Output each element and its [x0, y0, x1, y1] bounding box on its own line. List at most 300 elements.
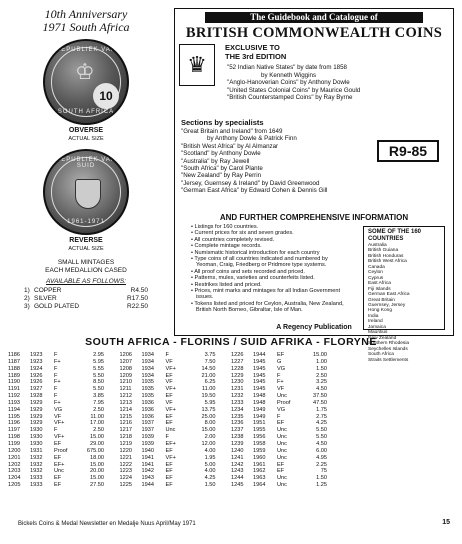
- table-row-group: [343, 448, 455, 455]
- year-cell: 1936: [141, 399, 154, 406]
- grade-cell: G: [277, 358, 282, 365]
- table-row-group: [120, 482, 232, 489]
- table-row-group: [231, 462, 343, 469]
- price-index: 2): [24, 295, 30, 302]
- grade-cell: EF: [165, 468, 173, 475]
- coat-of-arms-icon: [75, 179, 101, 209]
- table-row-group: [343, 475, 455, 482]
- medallion-advert: [10, 8, 162, 326]
- table-row-group: [120, 468, 232, 475]
- reverse-label: REVERSE: [69, 237, 103, 244]
- price-cell: 5.95: [204, 399, 216, 406]
- table-row-group: [231, 420, 343, 427]
- grade-cell: VF+: [165, 406, 176, 413]
- catalogue-number-cell: [343, 407, 365, 414]
- price-cell: 2.95: [93, 352, 104, 358]
- table-row-group: [343, 441, 455, 448]
- year-cell: [365, 441, 389, 448]
- feature-item: • Complete mintage records.: [191, 243, 262, 250]
- catalogue-number-cell: [343, 482, 365, 489]
- table-row-group: [231, 386, 343, 393]
- year-cell: 1930: [30, 427, 43, 434]
- table-row-group: [343, 359, 455, 366]
- country-item: Seychelles Islands: [368, 346, 408, 352]
- exclusive-item: "Anglo-Hanoverian Coins" by Anthony Dowle: [227, 79, 350, 86]
- grade-cell: EF: [54, 482, 62, 489]
- table-row-group: [8, 373, 120, 380]
- grade-cell: EF: [54, 475, 62, 482]
- table-row-group: [8, 475, 120, 482]
- country-item: Great Britain: [368, 297, 395, 303]
- price-row: [10, 295, 162, 303]
- country-item: Straits Settlements: [368, 357, 409, 363]
- feature-item: • Numismatic historical introduction for each country: [191, 249, 320, 256]
- catalogue-number-cell: [343, 434, 365, 441]
- year-cell: 1939: [141, 434, 154, 441]
- table-row-group: [231, 448, 343, 455]
- table-row: [8, 468, 454, 475]
- country-item: Hong Kong: [368, 308, 393, 314]
- year-cell: 1934: [141, 372, 154, 379]
- grade-cell: Unc: [277, 482, 287, 489]
- mintage-line2: EACH MEDALLION CASED: [45, 267, 127, 274]
- year-cell: 1939: [141, 440, 154, 447]
- grade-cell: VF+: [54, 420, 65, 427]
- grade-cell: EF+: [54, 461, 65, 468]
- grade-cell: Proof: [54, 447, 68, 454]
- exclusive-item: "United States Colonial Coins" by Maurice Gould: [227, 86, 361, 94]
- table-row-group: [343, 400, 455, 407]
- year-cell: 1944: [253, 352, 266, 358]
- price-cell: [415, 420, 443, 427]
- catalogue-number-cell: 1214: [119, 406, 132, 413]
- country-item: East Africa: [368, 281, 391, 287]
- exclusive-section: [175, 42, 453, 118]
- price-cell: [415, 468, 443, 475]
- catalogue-number-cell: 1237: [231, 427, 244, 434]
- available-heading: AVAILABLE AS FOLLOWS:: [46, 278, 126, 285]
- table-row-group: [120, 352, 232, 359]
- grade-cell: Unc: [277, 454, 287, 461]
- price-cell: 75: [320, 468, 327, 475]
- grade-cell: EF: [54, 440, 62, 447]
- year-cell: 1937: [141, 427, 154, 434]
- price-cell: [415, 379, 443, 386]
- catalogue-number-cell: 1217: [119, 427, 132, 434]
- price-cell: 2.75: [316, 413, 327, 420]
- obverse-legend-top: REPUBLIEK VAN: [55, 47, 117, 53]
- table-row: [8, 373, 454, 380]
- catalogue-number-cell: 1231: [231, 386, 244, 393]
- table-row-group: [231, 373, 343, 380]
- year-cell: [365, 427, 389, 434]
- year-cell: [365, 386, 389, 393]
- price-cell: 1.50: [204, 482, 216, 489]
- price-cell: 2.25: [316, 461, 327, 468]
- table-row-group: [8, 482, 120, 489]
- grade-cell: F: [277, 413, 281, 420]
- table-row: [8, 455, 454, 462]
- grade-cell: F: [54, 393, 58, 400]
- catalogue-number-cell: 1191: [8, 386, 21, 393]
- guidebook-title: BRITISH COMMONWEALTH COINS: [185, 25, 443, 41]
- grade-cell: [389, 475, 415, 482]
- feature-item: • Listings for 160 countries.: [191, 224, 259, 230]
- country-item: British Guiana: [368, 248, 399, 254]
- country-item: Cyprus: [368, 275, 384, 281]
- price-cell: [415, 475, 443, 482]
- catalogue-number-cell: 1229: [231, 372, 244, 379]
- grade-cell: EF: [54, 454, 62, 461]
- price-cell: 11.00: [201, 386, 216, 393]
- table-row: [8, 441, 454, 448]
- year-cell: 1923: [30, 352, 43, 358]
- grade-cell: F: [277, 372, 281, 379]
- table-row-group: [8, 448, 120, 455]
- grade-cell: Unc: [277, 440, 287, 447]
- year-cell: 1943: [141, 475, 154, 482]
- feature-item: • Type coins of all countries indicated and numbered by Yeoman, Craig, Friedberg or Pridmore type systems.: [191, 256, 328, 269]
- grade-cell: EF: [165, 447, 173, 454]
- price-cell: 25.00: [201, 413, 216, 420]
- grade-cell: F+: [54, 399, 61, 406]
- catalogue-number-cell: [343, 373, 365, 380]
- year-cell: 1926: [30, 372, 43, 379]
- price-cell: 4.50: [316, 386, 327, 393]
- price-cell: [415, 462, 443, 469]
- catalogue-number-cell: [343, 420, 365, 427]
- price-cell: 15.00: [90, 461, 104, 468]
- grade-cell: EF: [165, 482, 173, 489]
- year-cell: 1959: [253, 447, 266, 454]
- year-cell: 1935: [141, 393, 154, 400]
- catalogue-number-cell: 1202: [8, 461, 21, 468]
- price-cell: 27.50: [90, 482, 104, 489]
- table-row-group: [8, 434, 120, 441]
- grade-cell: F: [54, 352, 58, 358]
- price-cell: [415, 373, 443, 380]
- price-cell: 2.50: [316, 372, 327, 379]
- table-row-group: [8, 352, 120, 359]
- price-cell: 3.85: [93, 393, 104, 400]
- countries-box: [363, 226, 445, 363]
- year-cell: 1945: [253, 386, 266, 393]
- price-cell: 4.25: [204, 475, 216, 482]
- price-cell: 5.50: [93, 372, 104, 379]
- table-row-group: [120, 393, 232, 400]
- table-row-group: [8, 468, 120, 475]
- specialist-item: "New Zealand" by Ray Perrin: [181, 172, 262, 180]
- catalogue-number-cell: 1228: [231, 365, 244, 372]
- price-cell: 2.50: [93, 406, 104, 413]
- table-row-group: [231, 482, 343, 489]
- publisher-credit: A Regency Publication: [276, 324, 352, 331]
- price-cell: [415, 455, 443, 462]
- country-item: Southern Rhodesia: [368, 341, 410, 347]
- table-row-group: [120, 359, 232, 366]
- catalogue-number-cell: 1205: [8, 482, 21, 489]
- year-cell: 1951: [253, 420, 266, 427]
- price-cell: 29.00: [90, 440, 104, 447]
- table-row-group: [343, 482, 455, 489]
- grade-cell: VF+: [54, 434, 65, 441]
- year-cell: 1944: [141, 482, 154, 489]
- table-row-group: [231, 366, 343, 373]
- crown-icon: ♛: [179, 44, 215, 86]
- year-cell: 1931: [30, 447, 43, 454]
- catalogue-number-cell: 1242: [231, 461, 244, 468]
- price-cell: 1.00: [316, 358, 327, 365]
- specialist-item: "Great Britain and Ireland" from 1649: [181, 128, 283, 135]
- table-row-group: [343, 386, 455, 393]
- grade-cell: EF: [165, 475, 173, 482]
- page-number: 15: [442, 519, 450, 526]
- price-metal: COPPER: [34, 287, 62, 294]
- further-heading: AND FURTHER COMPREHENSIVE INFORMATION: [219, 213, 409, 222]
- catalogue-number-cell: 1234: [231, 406, 244, 413]
- florins-price-table: [8, 352, 454, 489]
- year-cell: [365, 434, 389, 441]
- country-item: British Honduras: [368, 253, 404, 259]
- year-cell: 1949: [253, 413, 266, 420]
- year-cell: 1956: [253, 434, 266, 441]
- year-cell: 1948: [253, 393, 266, 400]
- grade-cell: [389, 414, 415, 421]
- year-cell: [365, 448, 389, 455]
- grade-cell: EF: [165, 461, 173, 468]
- year-cell: 1927: [30, 386, 43, 393]
- country-item: New Zealand: [368, 335, 397, 341]
- grade-cell: VF+: [165, 386, 176, 393]
- table-row: [8, 420, 454, 427]
- year-cell: 1923: [30, 358, 43, 365]
- price-value: R4.50: [130, 287, 148, 294]
- country-item: German East Africa: [368, 292, 410, 298]
- obverse-label: OBVERSE: [68, 127, 104, 134]
- specialist-item: "Jersey, Guernsey & Ireland" by David Greenwood: [181, 179, 320, 187]
- catalogue-number-cell: 1186: [8, 352, 21, 358]
- page-footer: Bickels Coins & Medal Newsletter en Medalje Nuus April/May 1971: [18, 521, 196, 527]
- price-cell: 5.50: [93, 386, 104, 393]
- feature-item: • All countries completely revised.: [191, 236, 275, 243]
- year-cell: 1932: [30, 461, 43, 468]
- table-row-group: [8, 414, 120, 421]
- table-row: [8, 352, 454, 359]
- catalogue-number-cell: 1219: [119, 440, 132, 447]
- grade-cell: Unc: [165, 427, 176, 434]
- year-cell: 1949: [253, 406, 266, 413]
- catalogue-number-cell: [343, 352, 365, 359]
- price-cell: 15.00: [90, 475, 104, 482]
- price-cell: 6.25: [204, 379, 216, 386]
- table-row-group: [231, 455, 343, 462]
- catalogue-number-cell: 1245: [231, 482, 244, 489]
- year-cell: 1945: [253, 358, 266, 365]
- table-row-group: [8, 379, 120, 386]
- grade-cell: VG: [277, 365, 286, 372]
- catalogue-number-cell: [343, 427, 365, 434]
- catalogue-number-cell: 1223: [119, 468, 132, 475]
- grade-cell: Proof: [277, 399, 291, 406]
- table-row-group: [120, 462, 232, 469]
- year-cell: 1928: [30, 393, 43, 400]
- price-cell: 15.00: [90, 434, 104, 441]
- catalogue-number-cell: 1194: [8, 406, 21, 413]
- table-row-group: [120, 434, 232, 441]
- table-row-group: [8, 407, 120, 414]
- catalogue-number-cell: [343, 448, 365, 455]
- obverse-caption: [10, 127, 162, 143]
- catalogue-number-cell: 1200: [8, 447, 21, 454]
- price-cell: 15.00: [313, 352, 327, 358]
- grade-cell: EF: [277, 468, 285, 475]
- table-row-group: [120, 386, 232, 393]
- table-row: [8, 462, 454, 469]
- sections-list: [175, 128, 453, 212]
- catalogue-number-cell: 1238: [231, 434, 244, 441]
- country-item: Australia: [368, 243, 387, 248]
- year-cell: [365, 400, 389, 407]
- table-row-group: [343, 427, 455, 434]
- table-row-group: [8, 427, 120, 434]
- price-cell: 3.25: [316, 379, 327, 386]
- catalogue-number-cell: 1239: [231, 440, 244, 447]
- catalogue-number-cell: 1224: [119, 475, 132, 482]
- catalogue-number-cell: [343, 441, 365, 448]
- price-cell: 1.50: [316, 365, 327, 372]
- price-cell: 15.00: [201, 427, 216, 434]
- price-cell: 12.00: [201, 440, 216, 447]
- table-row-group: [8, 366, 120, 373]
- price-cell: 37.50: [313, 393, 327, 400]
- table-row: [8, 482, 454, 489]
- grade-cell: [389, 359, 415, 366]
- catalogue-number-cell: 1201: [8, 454, 21, 461]
- table-row: [8, 393, 454, 400]
- year-cell: [365, 407, 389, 414]
- countries-heading: SOME OF THE 160 COUNTRIES: [368, 229, 422, 242]
- catalogue-number-cell: [343, 475, 365, 482]
- catalogue-number-cell: 1227: [231, 358, 244, 365]
- table-row-group: [8, 441, 120, 448]
- price-value: R22.50: [127, 303, 148, 310]
- table-row-group: [231, 400, 343, 407]
- catalogue-number-cell: [343, 400, 365, 407]
- grade-cell: [389, 448, 415, 455]
- grade-cell: [389, 441, 415, 448]
- table-row-group: [120, 407, 232, 414]
- year-cell: [365, 373, 389, 380]
- catalogue-number-cell: [343, 386, 365, 393]
- grade-cell: [389, 352, 415, 359]
- grade-cell: VF: [165, 379, 173, 386]
- grade-cell: [389, 482, 415, 489]
- year-cell: 1924: [30, 365, 43, 372]
- year-cell: [365, 352, 389, 359]
- catalogue-number-cell: [343, 366, 365, 373]
- reverse-legend-bottom: 1961-1971: [67, 219, 105, 225]
- year-cell: 1929: [30, 399, 43, 406]
- specialist-item: "South Africa" by Carol Plante: [181, 165, 263, 173]
- feature-item: • Patterns, mules, varieties and counterfeits listed.: [191, 275, 315, 282]
- exclusive-line2: THE 3rd EDITION: [225, 51, 287, 61]
- year-cell: [365, 475, 389, 482]
- table-row: [8, 366, 454, 373]
- grade-cell: F: [54, 386, 58, 393]
- table-row-group: [343, 434, 455, 441]
- specialist-list: [181, 128, 381, 195]
- grade-cell: EF: [277, 420, 285, 427]
- catalogue-number-cell: 1209: [119, 372, 132, 379]
- grade-cell: [389, 379, 415, 386]
- exclusive-line1: EXCLUSIVE TO: [225, 43, 280, 52]
- table-row-group: [343, 352, 455, 359]
- grade-cell: Unc: [54, 468, 64, 475]
- obverse-size: ACTUAL SIZE: [68, 136, 104, 142]
- table-row-group: [8, 455, 120, 462]
- year-cell: 1942: [141, 468, 154, 475]
- price-cell: 7.50: [204, 358, 216, 365]
- sections-heading: Sections by specialists: [181, 118, 264, 127]
- year-cell: [365, 482, 389, 489]
- table-row: [8, 407, 454, 414]
- price-value: R17.50: [127, 295, 148, 302]
- grade-cell: Unc: [277, 427, 287, 434]
- year-cell: 1964: [253, 482, 266, 489]
- grade-cell: Unc: [277, 475, 287, 482]
- price-cell: 675.00: [86, 447, 104, 454]
- catalogue-number-cell: 1190: [8, 379, 21, 386]
- table-row-group: [231, 441, 343, 448]
- obverse-legend-bottom: SOUTH AFRICA: [57, 109, 115, 115]
- table-row-group: [120, 366, 232, 373]
- catalogue-number-cell: [343, 462, 365, 469]
- grade-cell: Unc: [277, 447, 287, 454]
- year-cell: [365, 414, 389, 421]
- florins-heading: SOUTH AFRICA - FLORINS / SUID AFRIKA - FLORYNE: [85, 336, 377, 348]
- table-row-group: [8, 462, 120, 469]
- table-row-group: [343, 455, 455, 462]
- year-cell: 1933: [30, 475, 43, 482]
- catalogue-number-cell: 1244: [231, 475, 244, 482]
- advert-title-line1: 10th Anniversary: [44, 7, 128, 21]
- grade-cell: [389, 366, 415, 373]
- price-cell: 4.25: [316, 420, 327, 427]
- table-row-group: [120, 427, 232, 434]
- feature-item: • Tokens listed and priced for Ceylon, Australia, New Zealand, British North Borneo, Gibraltar, Isle of Man.: [191, 300, 344, 314]
- price-cell: 6.00: [316, 447, 327, 454]
- price-cell: [415, 414, 443, 421]
- catalogue-number-cell: 1204: [8, 475, 21, 482]
- table-row: [8, 379, 454, 386]
- catalogue-number-cell: 1218: [119, 434, 132, 441]
- grade-cell: EF+: [165, 440, 176, 447]
- catalogue-number-cell: 1235: [231, 413, 244, 420]
- grade-cell: [389, 468, 415, 475]
- year-cell: [365, 366, 389, 373]
- grade-cell: [389, 427, 415, 434]
- catalogue-number-cell: 1193: [8, 399, 21, 406]
- catalogue-number-cell: 1215: [119, 413, 132, 420]
- grade-cell: EF: [277, 461, 285, 468]
- specialist-item: "British West Africa" by Al Almanzar: [181, 142, 279, 150]
- feature-item: • All proof coins and sets recorded and priced.: [191, 268, 305, 275]
- reverse-caption: [10, 237, 162, 253]
- price-cell: 4.00: [204, 468, 216, 475]
- year-cell: 1960: [253, 454, 266, 461]
- year-cell: 1945: [253, 379, 266, 386]
- year-cell: 1961: [253, 461, 266, 468]
